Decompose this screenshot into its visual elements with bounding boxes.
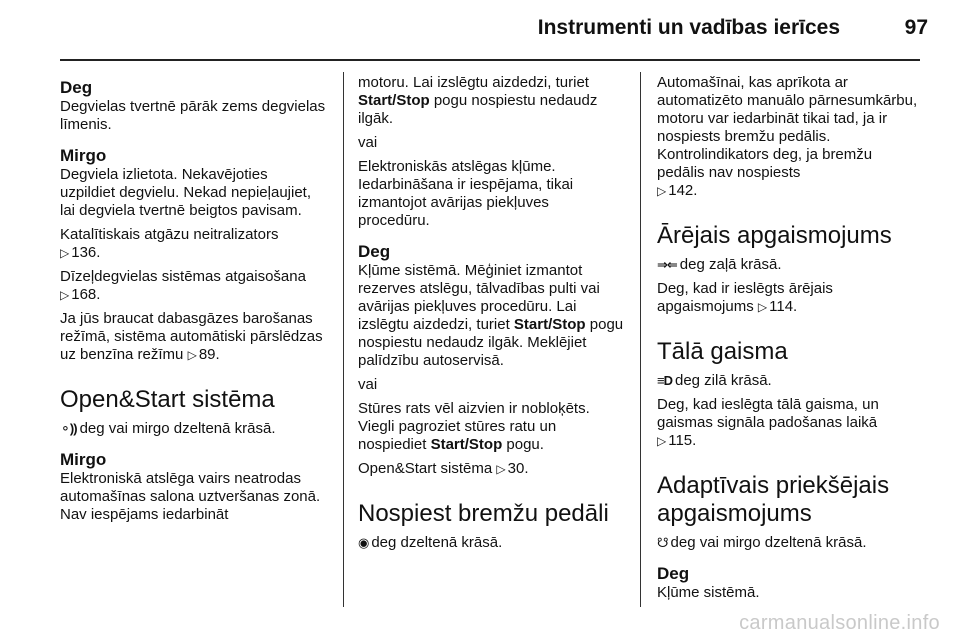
key-label: Start/Stop — [513, 316, 586, 333]
paragraph: ⚬)) deg vai mirgo dzeltenā krāsā. — [60, 420, 276, 437]
column-3 — [657, 74, 923, 608]
arrow-right-icon: ▷ — [496, 462, 506, 476]
key-label: Start/Stop — [430, 436, 503, 453]
page-reference[interactable]: 89. — [198, 346, 220, 363]
paragraph: ⇒⇐ deg zaļā krāsā. — [657, 256, 782, 273]
watermark: carmanualsonline.info — [739, 612, 940, 634]
page-reference[interactable]: 136. — [71, 244, 101, 261]
paragraph: motoru. Lai izslēgtu aizdedzi, turiet Start/Stop pogu nospiestu nedaudz ilgāk. — [358, 74, 598, 127]
key-signal-icon: ⚬)) — [60, 421, 77, 436]
paragraph: ≡D deg zilā krāsā. — [657, 372, 772, 389]
arrow-right-icon: ▷ — [60, 288, 70, 302]
paragraph: Elektroniskās atslēgas kļūme. Iedarbināšana ir iespējama, tikai izmantojot avārijas piekļuves procedūru. — [358, 158, 574, 229]
section-heading-exterior-light: Ārējais apgaismojums — [657, 222, 892, 249]
section-heading-brake: Nospiest bremžu pedāli — [358, 500, 609, 527]
paragraph: Deg, kad ieslēgta tālā gaisma, un gaismas signāla padošanas laikā ▷ 115. — [657, 396, 879, 449]
section-heading-adaptive-light: Adaptīvais priekšējais apgaismojums — [657, 472, 890, 527]
page-reference[interactable]: 142. — [668, 182, 698, 199]
arrow-right-icon: ▷ — [657, 434, 667, 448]
column-divider-1 — [343, 72, 344, 607]
arrow-right-icon: ▷ — [187, 348, 197, 362]
column-divider-2 — [640, 72, 641, 607]
paragraph: vai — [358, 134, 378, 151]
paragraph: Open&Start sistēma ▷ 30. — [358, 460, 529, 477]
arrow-right-icon: ▷ — [757, 300, 768, 314]
paragraph: Kļūme sistēmā. — [657, 584, 760, 601]
paragraph: Degvielas tvertnē pārāk zems degvielas līmenis. — [60, 98, 326, 133]
section-heading-high-beam: Tālā gaisma — [657, 338, 788, 365]
page-reference[interactable]: 168. — [71, 286, 101, 303]
paragraph: ☋ deg vai mirgo dzeltenā krāsā. — [657, 534, 867, 551]
brake-pedal-icon: ◉ — [358, 535, 369, 550]
column-1 — [60, 76, 326, 530]
key-label: Start/Stop — [358, 92, 430, 109]
page-number: 97 — [904, 16, 928, 39]
paragraph: Stūres rats vēl aizvien ir nobloķēts. Viegli pagroziet stūres ratu un nospiediet Start/Stop pogu. — [358, 400, 590, 453]
subheading-deg: Deg — [358, 242, 391, 261]
paragraph: Ja jūs braucat dabasgāzes barošanas režīmā, sistēma automātiski pārslēdzas uz benzīna režīmu ▷ 89. — [60, 310, 323, 363]
arrow-right-icon: ▷ — [60, 246, 70, 260]
subheading-deg: Deg — [60, 78, 93, 97]
paragraph: Deg, kad ir ieslēgts ārējais apgaismojums ▷ 114. — [657, 280, 833, 315]
adaptive-light-icon: ☋ — [657, 535, 668, 550]
arrow-right-icon: ▷ — [657, 184, 667, 198]
page-header-title: Instrumenti un vadības ierīces — [537, 16, 840, 39]
exterior-light-icon: ⇒⇐ — [657, 257, 677, 272]
page-reference[interactable]: 30. — [507, 460, 529, 477]
paragraph: vai — [358, 376, 378, 393]
column-2 — [358, 74, 624, 558]
subheading-deg: Deg — [657, 564, 690, 583]
subheading-mirgo: Mirgo — [60, 146, 107, 165]
header-rule — [60, 59, 920, 61]
subheading-mirgo: Mirgo — [60, 450, 107, 469]
paragraph: Kļūme sistēmā. Mēģiniet izmantot rezerves atslēgu, tālvadības pulti vai avārijas piekļuves procedūru. Lai izslēgtu aizdedzi, turiet Start/Stop pogu nospiestu nedaudz ilgāk. Meklējiet palīdzību autoservisā. — [358, 262, 624, 369]
paragraph: Automašīnai, kas aprīkota ar automatizēto manuālo pārnesumkārbu, motoru var iedarbināt tikai tad, ja ir nospiests bremžu pedālis. Kontrolindikators deg, ja bremžu pedālis nav nospiests ▷ 142. — [657, 74, 918, 199]
paragraph: Dīzeļdegvielas sistēmas atgaisošana ▷ 168. — [60, 268, 306, 303]
paragraph: ◉ deg dzeltenā krāsā. — [358, 534, 503, 551]
page-reference[interactable]: 114. — [769, 298, 798, 315]
section-heading-open-start: Open&Start sistēma — [60, 386, 275, 413]
paragraph: Katalītiskais atgāzu neitralizators ▷ 136. — [60, 226, 279, 261]
high-beam-icon: ≡D — [657, 373, 672, 388]
page-reference[interactable]: 115. — [668, 432, 697, 449]
paragraph: Degviela izlietota. Nekavējoties uzpildiet degvielu. Nekad nepieļaujiet, lai degviela tvertnē beigtos pavisam. — [60, 166, 312, 219]
paragraph: Elektroniskā atslēga vairs neatrodas automašīnas salona uztveršanas zonā. Nav iespējams iedarbināt — [60, 470, 321, 523]
